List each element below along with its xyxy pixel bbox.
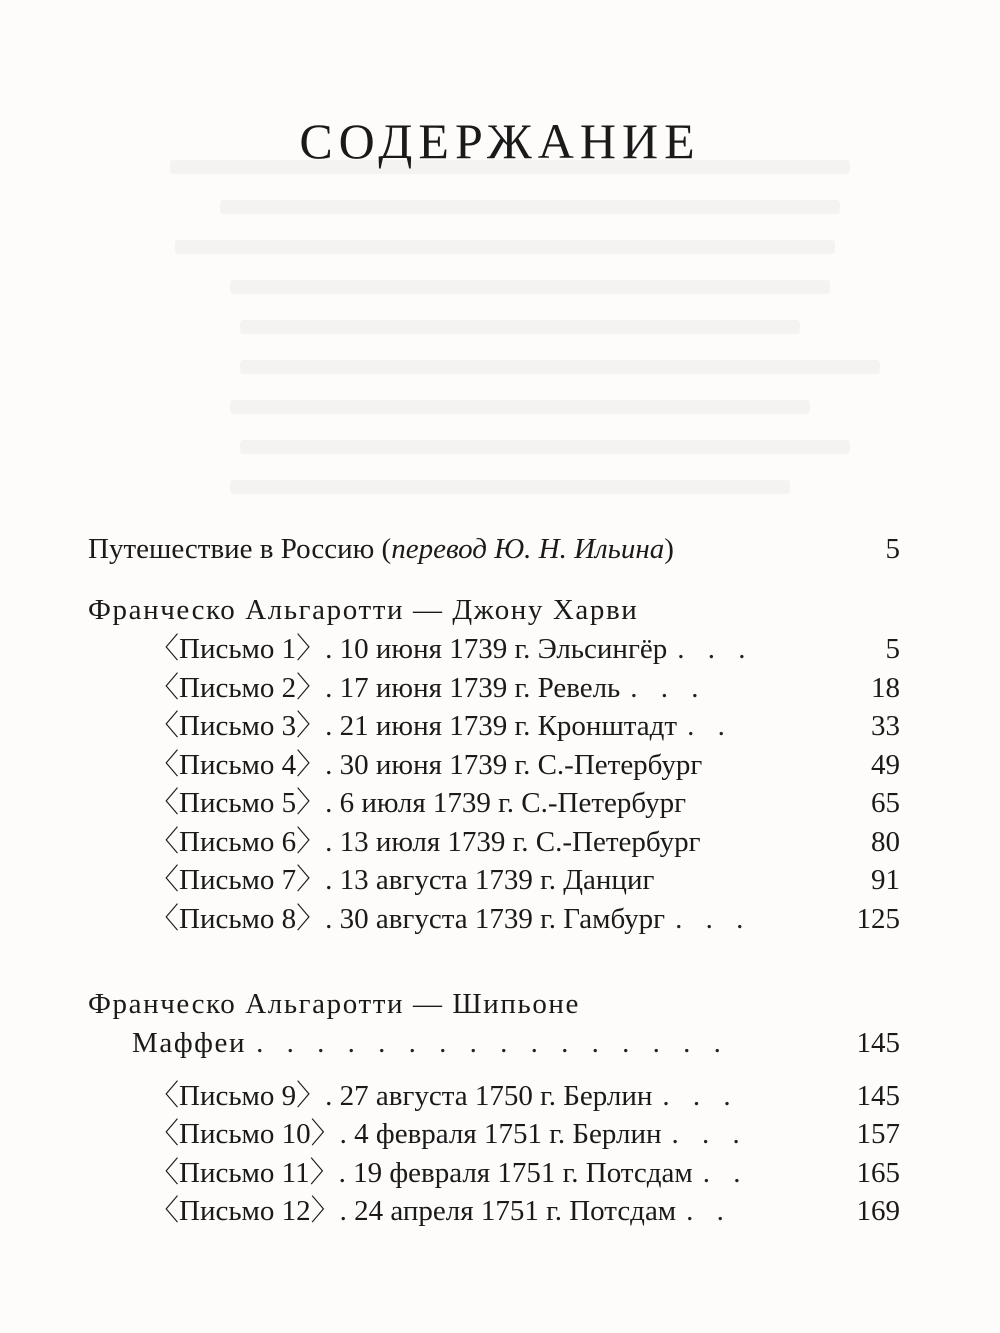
section-heading-maffei: Франческо Альгаротти — Шипьоне: [88, 988, 581, 1020]
page-number: 165: [856, 1156, 900, 1189]
page-number: 80: [871, 825, 900, 858]
page-number: 145: [856, 1079, 900, 1112]
dot-leader: . . .: [630, 671, 707, 704]
dot-leader: . . .: [675, 902, 752, 935]
section-spacer: [88, 938, 900, 964]
dot-leader: . .: [686, 1195, 732, 1227]
toc-entry-letter-6[interactable]: 〈Письмо 6〉. 13 июля 1739 г. С.-Петербург 80: [88, 823, 900, 862]
toc-entry-letter-1[interactable]: 〈Письмо 1〉. 10 июня 1739 г. Эльсингёр . . . 5: [88, 630, 900, 669]
page-number: 91: [871, 864, 900, 896]
page-number: 157: [856, 1118, 900, 1150]
dot-leader: . . . . . . . . . . . . . . . .: [256, 1027, 729, 1059]
toc-entry-letter-8[interactable]: 〈Письмо 8〉. 30 августа 1739 г. Гамбург . . . 125: [88, 900, 900, 939]
toc-entry-letter-2[interactable]: 〈Письмо 2〉. 17 июня 1739 г. Ревель . . . 18: [88, 669, 900, 708]
page-number: 18: [871, 671, 900, 704]
page-number: 145: [856, 1027, 900, 1059]
page-number: 5: [885, 633, 900, 665]
page-number: 33: [871, 710, 900, 742]
toc-entry-letter-12[interactable]: 〈Письмо 12〉. 24 апреля 1751 г. Потсдам . . 169: [88, 1192, 900, 1231]
dot-leader: . . .: [677, 633, 754, 665]
page-number: 125: [856, 902, 900, 935]
harvey-letters-list: [88, 630, 900, 938]
toc-entry-letter-9[interactable]: 〈Письмо 9〉. 27 августа 1750 г. Берлин . . . 145: [88, 1077, 900, 1116]
toc-entry-letter-7[interactable]: 〈Письмо 7〉. 13 августа 1739 г. Данциг 91: [88, 861, 900, 900]
toc-entry-title: Путешествие в Россию (перевод Ю. Н. Ильина): [88, 533, 674, 565]
section-spacer: [88, 1063, 900, 1077]
page-number: 169: [856, 1195, 900, 1227]
section-heading-maffei-cont: Маффеи: [132, 1027, 247, 1059]
page-number: 49: [871, 748, 900, 781]
toc-entry-letter-10[interactable]: 〈Письмо 10〉. 4 февраля 1751 г. Берлин . . . 157: [88, 1115, 900, 1154]
toc-entry-letter-11[interactable]: 〈Письмо 11〉. 19 февраля 1751 г. Потсдам . . 165: [88, 1154, 900, 1193]
page-number: 5: [885, 533, 900, 565]
dot-leader: . .: [702, 1156, 749, 1189]
toc-entry-maffei[interactable]: [88, 1024, 900, 1063]
toc-entry-letter-5[interactable]: 〈Письмо 5〉. 6 июля 1739 г. С.-Петербург 65: [88, 784, 900, 823]
toc-entry-travel[interactable]: [88, 530, 900, 570]
toc-entry-letter-4[interactable]: 〈Письмо 4〉. 30 июня 1739 г. С.-Петербург 49: [88, 746, 900, 785]
table-of-contents: [88, 530, 900, 1231]
section-heading-harvey: Франческо Альгаротти — Джону Харви: [88, 594, 639, 626]
dot-leader: . . .: [671, 1118, 748, 1150]
maffei-letters-list: [88, 1077, 900, 1231]
page-number: 65: [871, 787, 900, 819]
page-title: СОДЕРЖАНИЕ: [299, 112, 701, 169]
dot-leader: . .: [687, 710, 733, 742]
dot-leader: . . .: [662, 1079, 739, 1112]
toc-entry-letter-3[interactable]: 〈Письмо 3〉. 21 июня 1739 г. Кронштадт . . 33: [88, 707, 900, 746]
